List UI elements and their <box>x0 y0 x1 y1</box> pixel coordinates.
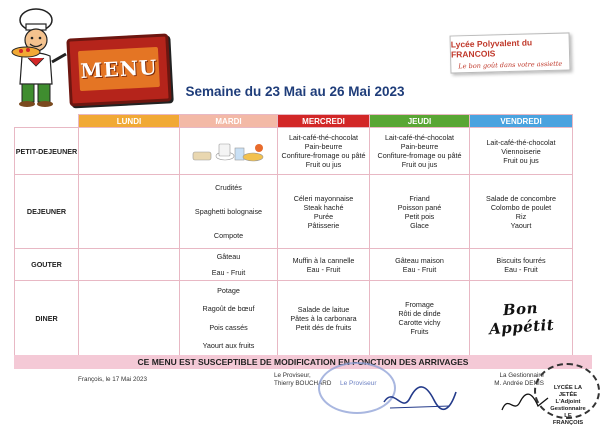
menu-item: Pâtes à la carbonara <box>290 313 357 323</box>
menu-item: Muffin à la cannelle <box>292 255 355 265</box>
menu-item: Riz <box>515 211 527 221</box>
school-card <box>450 32 571 73</box>
menu-logo <box>6 6 166 110</box>
menu-item: Fruit ou jus <box>401 160 438 169</box>
bon-appetit-artwork: Bon Appétit <box>488 298 555 339</box>
menu-item: Rôti de dinde <box>398 309 441 318</box>
meal-label: DINER <box>15 281 79 356</box>
menu-item: Compote <box>213 231 244 241</box>
day-header-lundi: LUNDI <box>79 115 180 128</box>
menu-cell <box>79 249 180 281</box>
menu-cell <box>370 281 470 356</box>
menu-item: Confiture-fromage ou pâté <box>377 151 462 160</box>
menu-cell <box>180 249 278 281</box>
proviseur-signature <box>380 380 460 416</box>
menu-item: Glace <box>410 220 429 230</box>
menu-item: Viennoiserie <box>501 146 541 156</box>
gestionnaire-stamp-label <box>550 385 586 427</box>
meal-label: DEJEUNER <box>15 175 79 249</box>
menu-item: Salade de concombre <box>486 193 556 203</box>
menu-item: Pain-beurre <box>400 142 439 151</box>
menu-cell <box>180 128 278 175</box>
menu-item: Confiture-fromage ou pâté <box>281 151 366 160</box>
menu-cell <box>278 175 370 249</box>
week-title: Semaine du 23 Mai au 26 Mai 2023 <box>185 84 405 99</box>
day-header-jeudi: JEUDI <box>370 115 470 128</box>
menu-cell <box>180 175 278 249</box>
menu-item: Gâteau <box>216 252 241 262</box>
notice-banner: CE MENU EST SUSCEPTIBLE DE MODIFICATION EN FONCTION DES ARRIVAGES <box>14 355 592 369</box>
menu-item: Pois cassés <box>209 322 248 332</box>
footer-date: François, le 17 Mai 2023 <box>78 376 147 383</box>
day-header-mardi: MARDI <box>180 115 278 128</box>
menu-cell <box>470 128 573 175</box>
menu-item: Carotte vichy <box>398 318 441 327</box>
menu-item: Pâtisserie <box>307 220 340 230</box>
menu-cell <box>278 281 370 356</box>
menu-item: Fruit ou jus <box>503 155 539 165</box>
day-header-row <box>15 115 573 128</box>
menu-item: Steak haché <box>303 202 344 212</box>
menu-item: Salade de laitue <box>297 304 350 314</box>
menu-cell <box>79 128 180 175</box>
menu-cell <box>278 249 370 281</box>
menu-cell <box>180 281 278 356</box>
proviseur-title: Le Proviseur, <box>274 372 311 379</box>
menu-cell <box>470 175 573 249</box>
menu-item: Eau - Fruit <box>504 264 538 274</box>
meal-row-petit-dejeuner <box>15 128 573 175</box>
menu-item: Fromage <box>405 300 434 309</box>
menu-item: Yaourt <box>510 220 532 230</box>
gestionnaire-title: La Gestionnaire <box>499 372 544 379</box>
stamp-line: LYCÉE LA JETÉE <box>553 385 583 398</box>
menu-cell <box>470 281 573 356</box>
stamp-line: LE FRANÇOIS <box>552 413 584 426</box>
stamp-line: L'Adjoint Gestionnaire <box>550 399 586 412</box>
proviseur-name: Thierry BOUCHARD <box>274 380 332 387</box>
menu-item: Gâteau maison <box>395 255 444 265</box>
corner-cell <box>15 115 79 128</box>
menu-cell <box>470 249 573 281</box>
school-name: Lycée Polyvalent du FRANCOIS <box>450 36 533 60</box>
day-header-mercredi: MERCREDI <box>278 115 370 128</box>
chef-icon <box>6 6 76 110</box>
menu-item: Potage <box>217 285 240 295</box>
menu-item: Poisson pané <box>397 202 442 212</box>
menu-cell <box>370 249 470 281</box>
menu-item: Yaourt aux fruits <box>202 341 255 351</box>
menu-cell <box>278 128 370 175</box>
menu-item: Pain-beurre <box>304 142 343 151</box>
menu-item: Petit dés de fruits <box>295 322 352 332</box>
menu-item: Lait-café-thé-chocolat <box>288 133 359 142</box>
menu-cell <box>370 175 470 249</box>
menu-table <box>14 114 573 356</box>
menu-item: Petit pois <box>404 211 435 221</box>
menu-cell <box>370 128 470 175</box>
meal-label: PETIT-DEJEUNER <box>15 128 79 175</box>
menu-item: Ragoût de bœuf <box>202 304 255 314</box>
proviseur-stamp-label: Le Proviseur <box>340 380 377 387</box>
menu-item: Eau - Fruit <box>306 264 341 274</box>
menu-item: Fruits <box>410 327 429 336</box>
menu-item: Eau - Fruit <box>402 264 437 274</box>
menu-word: MENU <box>79 55 159 84</box>
meal-row-dejeuner <box>15 175 573 249</box>
meal-label: GOUTER <box>15 249 79 281</box>
school-tagline: Le bon goût dans votre assiette <box>458 59 563 70</box>
menu-item: Biscuits fourrés <box>496 255 546 265</box>
meal-row-diner <box>15 281 573 356</box>
menu-item: Spaghetti bolognaise <box>194 206 263 216</box>
menu-item: Céleri mayonnaise <box>293 193 354 203</box>
menu-item: Lait-café-thé-chocolat <box>384 133 455 142</box>
menu-item: Friand <box>409 193 430 203</box>
menu-cell <box>79 281 180 356</box>
day-header-vendredi: VENDREDI <box>470 115 573 128</box>
menu-item: Lait-café-thé-chocolat <box>486 137 556 147</box>
meal-row-gouter <box>15 249 573 281</box>
menu-cell <box>79 175 180 249</box>
breakfast-illustration <box>189 138 269 164</box>
menu-item: Eau - Fruit <box>211 267 246 277</box>
gestionnaire-name: M. Andrée DENIS <box>494 380 544 387</box>
menu-item: Purée <box>313 211 334 221</box>
menu-item: Fruit ou jus <box>305 160 342 169</box>
menu-item: Colombo de poulet <box>490 202 552 212</box>
menu-item: Crudités <box>215 182 242 192</box>
